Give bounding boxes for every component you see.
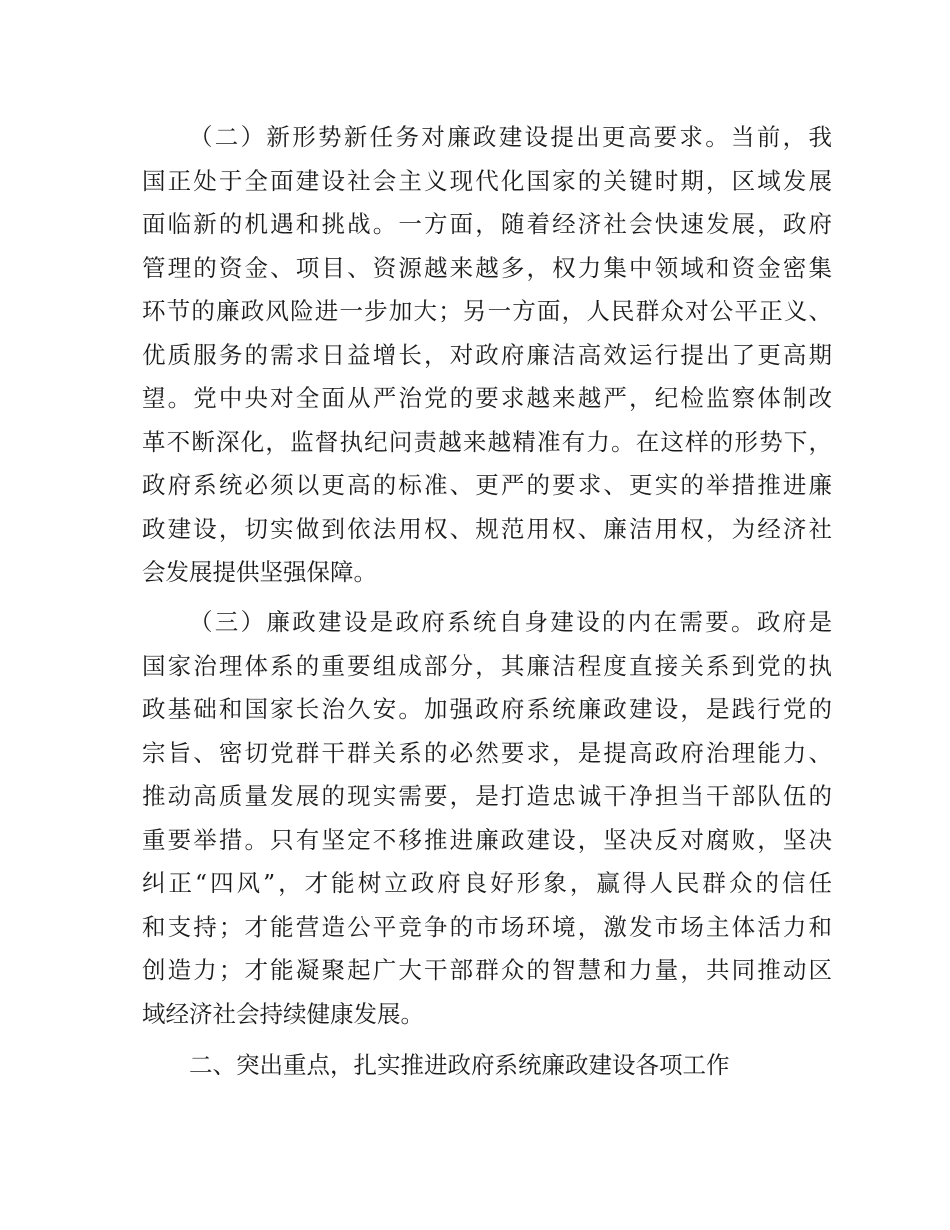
paragraph-line: 纠正“四风”，才能树立政府良好形象，赢得人民群众的信任 (142, 869, 832, 897)
paragraph-line: 国家治理体系的重要组成部分，其廉洁程度直接关系到党的执 (142, 651, 832, 680)
paragraph-line: 政基础和国家长治久安。加强政府系统廉政建设，是践行党的 (142, 695, 832, 723)
paragraph-line: 和支持；才能营造公平竞争的市场环境，激发市场主体活力和 (142, 912, 832, 941)
paragraph-line: 政建设，切实做到依法用权、规范用权、廉洁用权，为经济社 (142, 514, 832, 543)
paragraph-line: 政府系统必须以更高的标准、更严的要求、更实的举措推进廉 (142, 471, 832, 499)
paragraph-section-2-2 (142, 116, 832, 595)
paragraph-line: 望。党中央对全面从严治党的要求越来越严，纪检监察体制改 (142, 384, 832, 412)
paragraph-line: 域经济社会持续健康发展。 (142, 999, 424, 1028)
paragraph-line: （二）新形势新任务对廉政建设提出更高要求。当前，我 (189, 123, 832, 151)
section-heading: 二、突出重点，扎实推进政府系统廉政建设各项工作 (189, 1051, 730, 1079)
paragraph-line: 优质服务的需求日益增长，对政府廉洁高效运行提出了更高期 (142, 340, 832, 369)
paragraph-line: 重要举措。只有坚定不移推进廉政建设，坚决反对腐败，坚决 (142, 825, 832, 854)
paragraph-line: 管理的资金、项目、资源越来越多，权力集中领域和资金密集 (142, 253, 832, 282)
paragraph-line: 推动高质量发展的现实需要，是打造忠诚干净担当干部队伍的 (142, 782, 832, 810)
paragraph-line: （三）廉政建设是政府系统自身建设的内在需要。政府是 (189, 608, 832, 636)
paragraph-section-2-3 (142, 601, 832, 1036)
paragraph-line: 环节的廉政风险进一步加大；另一方面，人民群众对公平正义、 (142, 297, 832, 325)
paragraph-line: 会发展提供坚强保障。 (142, 558, 377, 586)
paragraph-line: 创造力；才能凝聚起广大干部群众的智慧和力量，共同推动区 (142, 956, 832, 984)
paragraph-line: 宗旨、密切党群干群关系的必然要求，是提高政府治理能力、 (142, 738, 832, 767)
paragraph-line: 国正处于全面建设社会主义现代化国家的关键时期，区域发展 (142, 166, 832, 195)
paragraph-line: 面临新的机遇和挑战。一方面，随着经济社会快速发展，政府 (142, 210, 832, 238)
paragraph-line: 革不断深化，监督执纪问责越来越精准有力。在这样的形势下， (142, 427, 832, 456)
